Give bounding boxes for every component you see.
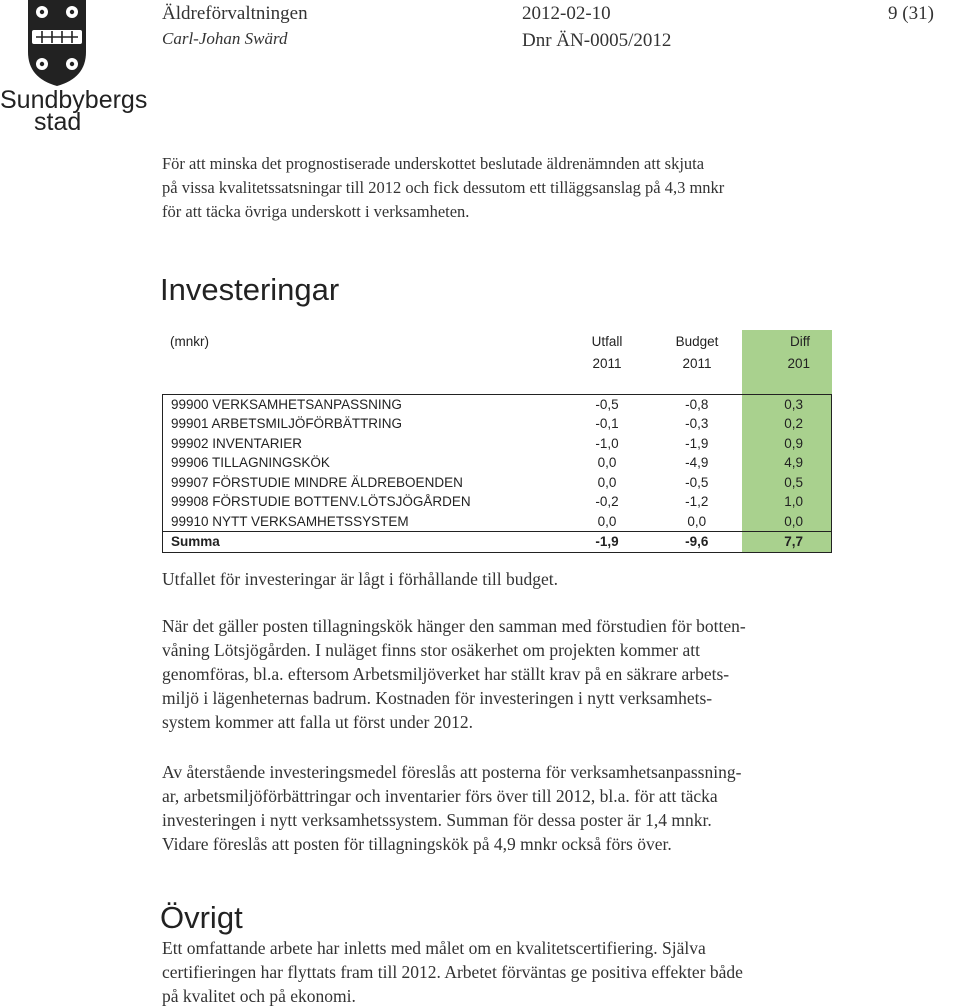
row-utfall: -0,1 [595,416,619,432]
intro-line: för att täcka övriga underskott i verksamheten. [162,202,470,221]
col-header-budget: Budget [675,333,719,349]
total-name: Summa [163,532,563,553]
row-utfall: 0,0 [597,513,617,529]
investments-note: Utfallet för investeringar är lågt i förhållande till budget. [162,569,559,589]
row-utfall: 0,0 [597,474,617,490]
table-row [163,473,832,493]
logo [0,0,148,136]
row-diff: 0,9 [742,434,832,454]
row-budget: -0,3 [685,416,709,432]
header-reference: Dnr ÄN-0005/2012 [522,30,672,51]
col-year-diff: 201 [742,352,832,374]
row-name: 99901 ARBETSMILJÖFÖRBÄTTRING [171,416,403,432]
row-budget: -1,9 [685,435,709,451]
table-row [163,512,832,532]
header-author: Carl-Johan Swärd [162,29,288,48]
logo-wordmark-line1: Sundbybergs [0,86,148,114]
total-budget: -9,6 [652,532,742,553]
paragraph-line: certifieringen har flyttats fram till 2012. Arbetet förväntas ge positiva effekter både [162,962,743,982]
row-diff: 4,9 [742,453,832,473]
paragraph-line: system kommer att falla ut först under 2012. [162,712,474,732]
row-budget: -0,8 [685,396,709,412]
row-diff: 0,5 [742,473,832,493]
table-row [163,414,832,434]
row-utfall: -0,5 [595,396,619,412]
investments-table [162,330,832,553]
table-row [163,492,832,512]
coat-of-arms-icon [26,0,88,86]
row-utfall: -0,2 [595,494,619,510]
col-year-budget: 2011 [682,355,712,371]
other-heading: Övrigt [160,900,243,935]
intro-paragraph [162,152,724,224]
row-name: 99910 NYTT VERKSAMHETSSYSTEM [171,513,409,529]
paragraph-line: miljö i lägenheternas badrum. Kostnaden för investeringen i nytt verksamhets- [162,688,713,708]
table-unit-label: (mnkr) [170,333,209,349]
row-diff: 0,2 [742,414,832,434]
row-budget: -1,2 [685,494,709,510]
row-name: 99906 TILLAGNINGSKÖK [171,455,330,471]
logo-wordmark-line2: stad [34,108,82,136]
col-year-utfall: 2011 [592,355,622,371]
paragraph-line: investeringen i nytt verksamhetssystem. Summan för dessa poster är 1,4 mnkr. [162,810,712,830]
col-header-utfall: Utfall [591,333,623,349]
paragraph-line: När det gäller posten tillagningskök hänger den samman med förstudien för botten- [162,616,746,636]
paragraph-line: våning Lötsjögården. I nuläget finns stor osäkerhet om projekten kommer att [162,640,700,660]
row-budget: -0,5 [685,474,709,490]
row-diff: 0,3 [742,394,832,414]
row-name: 99907 FÖRSTUDIE MINDRE ÄLDREBOENDEN [171,474,463,490]
intro-line: För att minska det prognostiserade underskottet beslutade äldrenämnden att skjuta [162,154,705,173]
row-utfall: -1,0 [595,435,619,451]
total-diff: 7,7 [742,532,832,553]
table-row [163,394,832,414]
row-name: 99902 INVENTARIER [171,435,303,451]
row-name: 99900 VERKSAMHETSANPASSNING [171,396,402,412]
table-year-row [162,352,832,374]
paragraph-line: på kvalitet och på ekonomi. [162,986,356,1006]
table-row [163,453,832,473]
table-total-row [163,532,832,553]
row-diff: 1,0 [742,492,832,512]
table-header-row [162,330,832,352]
investments-paragraph-2 [162,614,746,734]
row-budget: -4,9 [685,455,709,471]
total-utfall: -1,9 [562,532,652,553]
row-budget: 0,0 [687,513,707,529]
investments-heading: Investeringar [160,272,340,307]
paragraph-line: ar, arbetsmiljöförbättringar och inventarier förs över till 2012, bl.a. för att täcka [162,786,718,806]
row-utfall: 0,0 [597,455,617,471]
header-date: 2012-02-10 [522,3,611,24]
paragraph-line: Av återstående investeringsmedel föreslås att posterna för verksamhetsanpassning- [162,762,742,782]
paragraph-line: genomföras, bl.a. eftersom Arbetsmiljöverket har ställt krav på en säkrare arbets- [162,664,730,684]
other-paragraph [162,936,743,1008]
header-department: Äldreförvaltningen [162,3,308,24]
row-diff: 0,0 [742,512,832,532]
col-header-diff: Diff [742,330,832,352]
investments-paragraph-3 [162,760,741,856]
intro-line: på vissa kvalitetssatsningar till 2012 och fick dessutom ett tilläggsanslag på 4,3 mnkr [162,178,725,197]
row-name: 99908 FÖRSTUDIE BOTTENV.LÖTSJÖGÅRDEN [171,494,471,510]
paragraph-line: Vidare föreslås att posten för tillagningskök på 4,9 mnkr också förs över. [162,834,672,854]
table-row [163,434,832,454]
paragraph-line: Ett omfattande arbete har inletts med målet om en kvalitetscertifiering. Själva [162,938,706,958]
page-number: 9 (31) [888,3,934,24]
